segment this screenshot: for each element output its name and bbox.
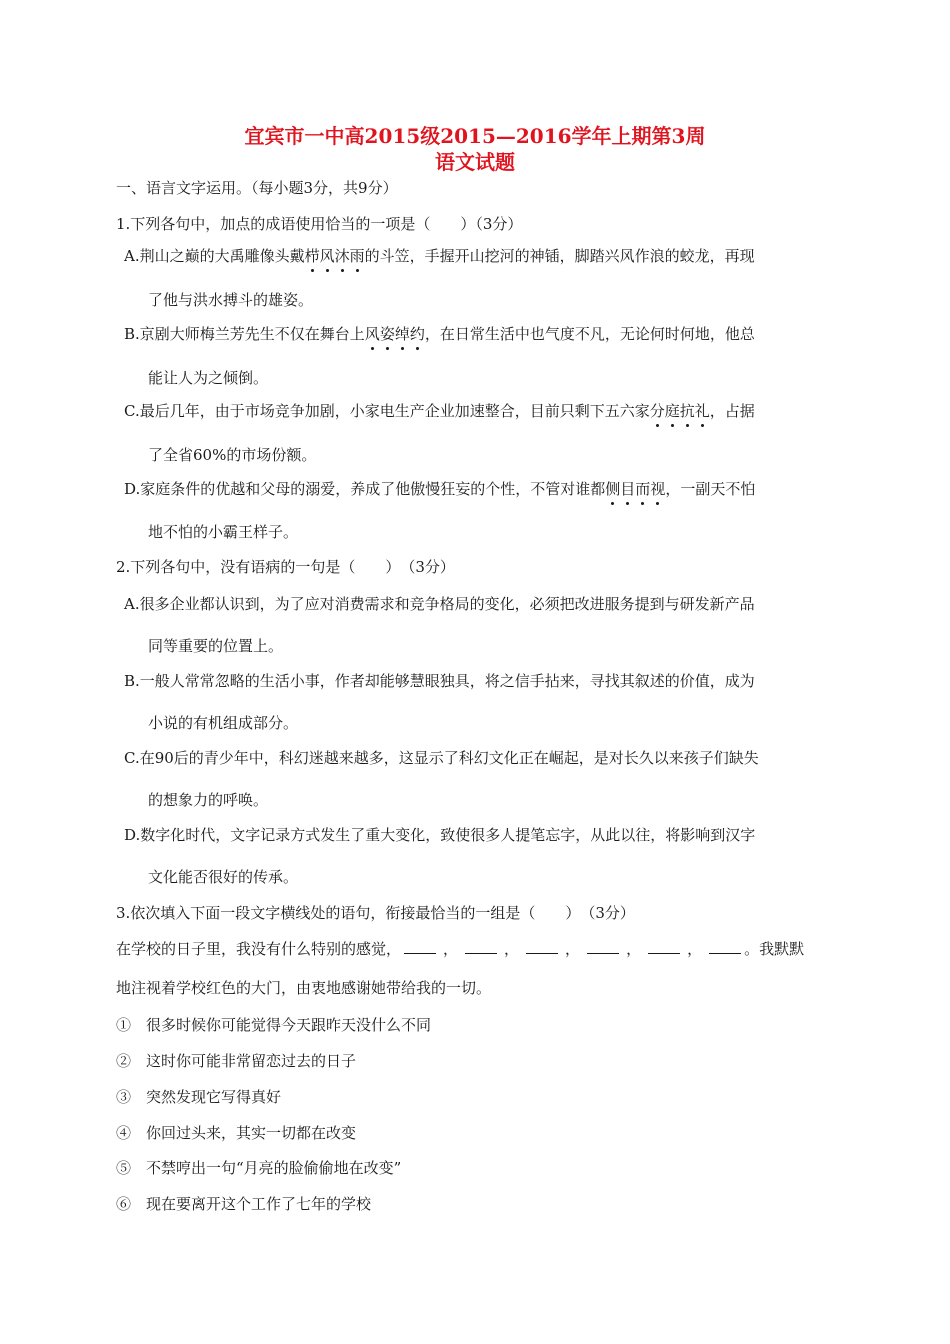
option-text: C.最后几年，由于市场竞争加剧，小家电生产企业加速整合，目前只剩下五六家 (124, 402, 650, 420)
question-2-option-c: C.在90后的青少年中，科幻迷越来越多，这显示了科幻文化正在崛起，是对长久以来孩子们缺失 (124, 749, 759, 767)
dotted-char: 侧 (605, 480, 621, 498)
dotted-char: 目 (620, 480, 636, 498)
question-2-option-c-cont: 的想象力的呼唤。 (148, 791, 269, 809)
comma: ， (626, 940, 642, 958)
question-3-option: ③ 突然发现它写得真好 (116, 1088, 282, 1106)
dotted-char: 礼 (694, 402, 710, 420)
question-2-option-b: B.一般人常常忽略的生活小事，作者却能够慧眼独具，将之信手拈来，寻找其叙述的价值，成为 (124, 672, 755, 690)
option-text: D.家庭条件的优越和父母的溺爱，养成了他傲慢狂妄的个性，不管对谁都 (124, 480, 606, 498)
dotted-char: 栉 (304, 247, 320, 265)
dotted-char: 约 (409, 325, 425, 343)
question-3-option: ① 很多时候你可能觉得今天跟昨天没什么不同 (116, 1016, 432, 1034)
question-1-stem: 1.下列各句中，加点的成语使用恰当的一项是（ ）（3分） (116, 215, 523, 233)
dotted-char: 风 (364, 325, 380, 343)
question-2-option-d: D.数字化时代，文字记录方式发生了重大变化，致使很多人提笔忘字，从此以往，将影响到汉字 (124, 826, 756, 844)
answer-blank (526, 939, 558, 954)
question-1-option-d (124, 479, 755, 499)
question-3-passage-cont: 地注视着学校红色的大门，由衷地感谢她带给我的一切。 (116, 979, 492, 997)
question-2-option-a: A.很多企业都认识到，为了应对消费需求和竞争格局的变化，必须把改进服务提到与研发新产品 (124, 595, 755, 613)
dotted-char: 分 (649, 402, 665, 420)
question-2-stem: 2.下列各句中，没有语病的一句是（ ） （3分） (116, 558, 455, 576)
question-3-option: ⑤ 不禁哼出一句“月亮的脸偷偷地在改变” (116, 1159, 402, 1177)
answer-blank (709, 939, 741, 954)
comma: ， (504, 940, 520, 958)
question-1-option-b-cont: 能让人为之倾倒。 (148, 369, 269, 387)
question-3-option: ② 这时你可能非常留恋过去的日子 (116, 1052, 357, 1070)
dotted-char: 姿 (379, 325, 395, 343)
answer-blank (648, 939, 680, 954)
passage-text: 在学校的日子里，我没有什么特别的感觉， (116, 940, 402, 958)
comma: ， (565, 940, 581, 958)
dotted-char: 而 (635, 480, 651, 498)
question-2-option-d-cont: 文化能否很好的传承。 (148, 868, 299, 886)
question-1-option-c-cont: 了全省60%的市场份额。 (148, 446, 317, 464)
dotted-char: 抗 (679, 402, 695, 420)
passage-text: 。我默默 (744, 940, 805, 958)
question-3-stem: 3.依次填入下面一段文字横线处的语句，衔接最恰当的一组是（ ） （3分） (116, 904, 635, 922)
question-2-option-a-cont: 同等重要的位置上。 (148, 637, 284, 655)
question-3-option: ④ 你回过头来，其实一切都在改变 (116, 1124, 357, 1142)
option-text: B.京剧大师梅兰芳先生不仅在舞台上 (124, 325, 365, 343)
question-1-option-c (124, 401, 755, 421)
dotted-char: 庭 (664, 402, 680, 420)
dotted-char: 风 (319, 247, 335, 265)
option-text: ，一副天不怕 (665, 480, 756, 498)
comma: ， (443, 940, 459, 958)
question-1-option-d-cont: 地不怕的小霸王样子。 (148, 523, 299, 541)
option-text: A.荆山之巅的大禹雕像头戴 (124, 247, 305, 265)
dotted-char: 视 (650, 480, 666, 498)
document-subtitle: 语文试题 (435, 150, 515, 174)
dotted-char: 沐 (334, 247, 350, 265)
comma: ， (687, 940, 703, 958)
question-1-option-a (124, 246, 755, 266)
document-title: 宜宾市一中高2015级2015—2016学年上期第3周 (244, 124, 706, 148)
section-heading: 一、语言文字运用。（每小题3分，共9分） (116, 179, 398, 197)
dotted-char: 绰 (394, 325, 410, 343)
option-text: ，在日常生活中也气度不凡，无论何时何地，他总 (424, 325, 755, 343)
question-1-option-a-cont: 了他与洪水搏斗的雄姿。 (148, 291, 314, 309)
answer-blank (404, 939, 436, 954)
question-1-option-b (124, 324, 755, 344)
option-text: ，占据 (709, 402, 755, 420)
option-text: 的斗笠，手握开山挖河的神锸，脚踏兴风作浪的蛟龙，再现 (364, 247, 755, 265)
dotted-char: 雨 (349, 247, 365, 265)
question-2-option-b-cont: 小说的有机组成部分。 (148, 714, 299, 732)
question-3-passage (116, 939, 804, 959)
answer-blank (587, 939, 619, 954)
answer-blank (465, 939, 497, 954)
question-3-option: ⑥ 现在要离开这个工作了七年的学校 (116, 1195, 372, 1213)
